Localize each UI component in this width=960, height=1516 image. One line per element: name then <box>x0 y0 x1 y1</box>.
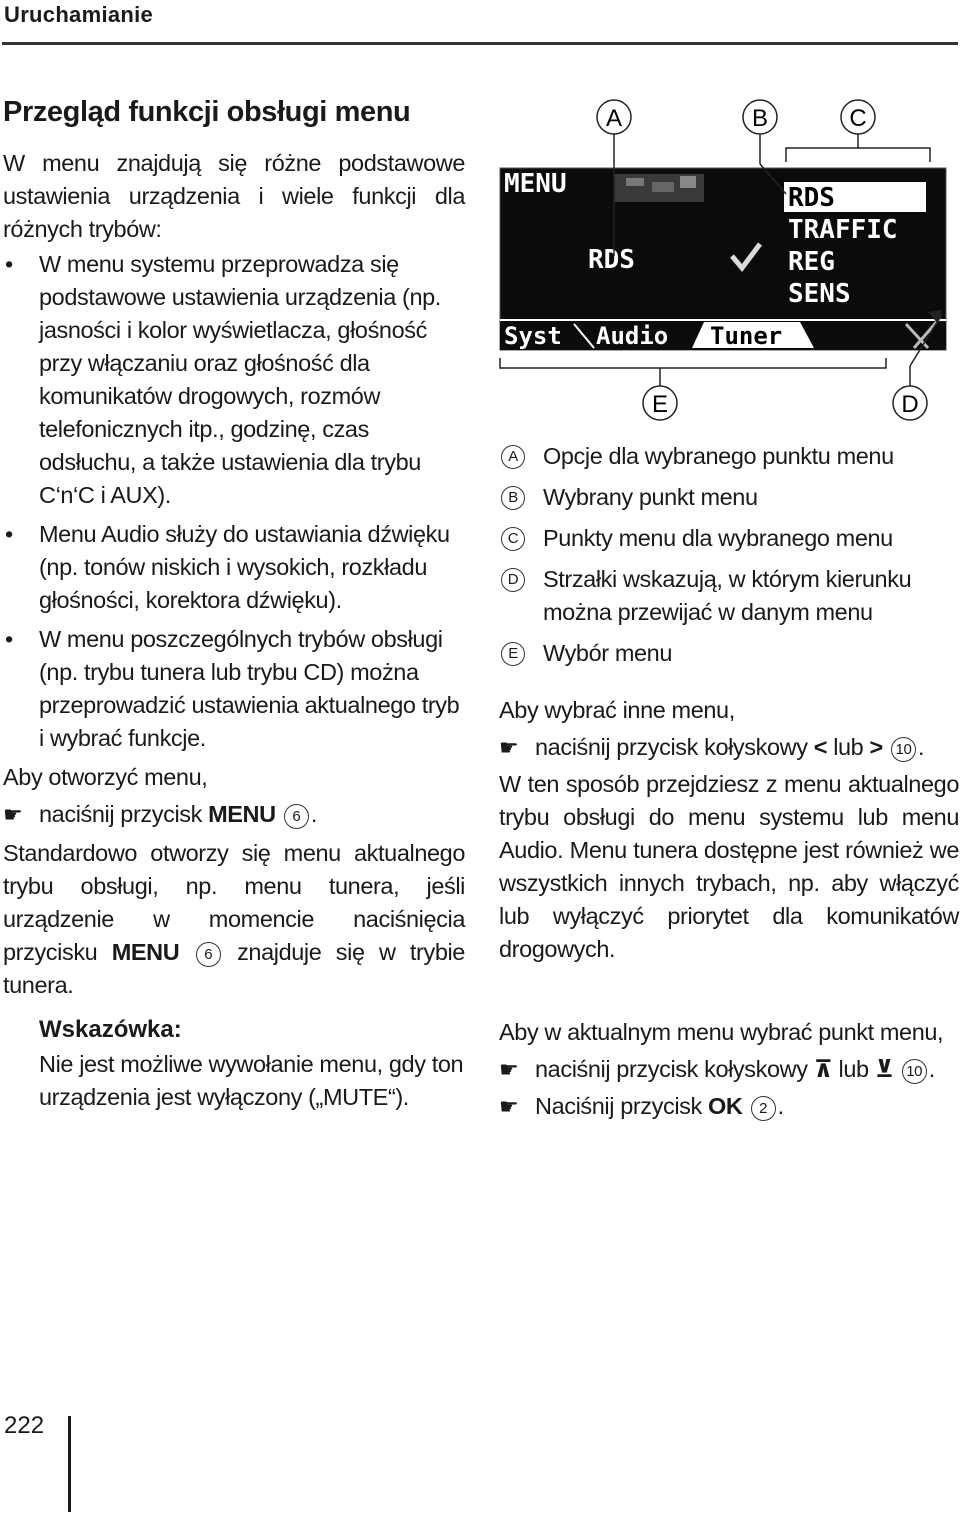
step-press-menu: ☛ naciśnij przycisk MENU 6 . <box>3 798 465 831</box>
svg-text:E: E <box>651 391 669 418</box>
pointing-hand-icon: ☛ <box>499 1094 519 1119</box>
svg-text:B: B <box>751 105 769 132</box>
section-title: Uruchamianie <box>4 2 154 27</box>
rocker-up-icon: ⊼ <box>813 1056 833 1082</box>
list-item: • W menu systemu przeprowadza się podstawowe ustawienia urządzenia (np. jasności i kolor wyświetlacza, głośność przy włączaniu oraz głośność dla komunikatów drogowych, rozmów telefonicznych itp., godzinę, czas odsłuchu, a także ustawienia dla trybu C‘n‘C i AUX). <box>3 248 465 512</box>
list-item: • W menu poszczególnych trybów obsługi (np. trybu tunera lub trybu CD) można przeprowadzić ustawienia aktualnego tryb i wybrać funkcje. <box>3 623 465 755</box>
menu-item-traffic: TRAFFIC <box>788 215 898 245</box>
legend-item: C Punkty menu dla wybranego menu <box>499 522 959 555</box>
figure-legend <box>499 440 959 670</box>
menu-key-label: MENU <box>111 939 180 965</box>
button-number-badge: 10 <box>891 737 916 762</box>
menu-item-rds: RDS <box>788 183 835 213</box>
bullet-icon: • <box>5 521 13 547</box>
svg-text:C: C <box>849 105 867 132</box>
button-number-badge: 10 <box>902 1059 927 1084</box>
button-number-badge: 2 <box>751 1096 776 1121</box>
bullet-icon: • <box>5 626 13 652</box>
note-label: Wskazówka: <box>39 1016 182 1043</box>
standard-paragraph: Standardowo otworzy się menu aktualnego trybu obsługi, np. menu tunera, jeśli urządzenie w momencie naciśnięcia przycisku MENU 6 znajduje się w trybie tunera. <box>3 840 465 998</box>
function-list <box>3 248 465 755</box>
button-number-badge: 6 <box>196 942 221 967</box>
rocker-right-icon: > <box>869 734 883 760</box>
page-number: 222 <box>4 1412 45 1439</box>
footer-divider <box>68 1416 71 1512</box>
page-header <box>2 0 958 45</box>
step-press-ok: ☛ Naciśnij przycisk OK 2 . <box>499 1090 959 1123</box>
callout-c <box>841 100 875 134</box>
note-body: Nie jest możliwe wywołanie menu, gdy ton urządzenia jest wyłączony („MUTE“). <box>39 1051 464 1110</box>
left-column <box>3 96 465 1114</box>
intro-paragraph: W menu znajdują się różne podstawowe ustawienia urządzenia i wiele funkcji dla różnych trybów: <box>3 150 465 242</box>
rocker-down-icon: ⊻ <box>874 1056 894 1082</box>
tab-audio: Audio <box>596 322 669 350</box>
legend-item: D Strzałki wskazują, w którym kierunku można przewijać w danym menu <box>499 563 959 629</box>
other-menu-text: Aby wybrać inne menu, <box>499 697 735 723</box>
menu-key-label: MENU <box>208 801 276 827</box>
tab-tuner: Tuner <box>710 322 783 350</box>
pointing-hand-icon: ☛ <box>3 802 23 827</box>
pointing-hand-icon: ☛ <box>499 735 519 760</box>
legend-item: A Opcje dla wybranego punktu menu <box>499 440 959 473</box>
step-rocker-left-right: ☛ naciśnij przycisk kołyskowy < lub > 10 . <box>499 731 959 764</box>
ok-key-label: OK <box>708 1093 743 1119</box>
select-item-text: Aby w aktualnym menu wybrać punkt menu, <box>499 1019 944 1045</box>
right-column <box>499 440 959 1127</box>
page-heading: Przegląd funkcji obsługi menu <box>3 96 411 128</box>
switch-paragraph: W ten sposób przejdziesz z menu aktualnego trybu obsługi do menu systemu lub menu Audio. Menu tunera dostępne jest również we wszystkich innych trybach, np. aby włączyć lub wyłączyć priorytet dla komunikatów drogowych. <box>499 771 959 962</box>
step-rocker-up-down: ☛ naciśnij przycisk kołyskowy ⊼ lub ⊻ 10 . <box>499 1053 959 1086</box>
rocker-left-icon: < <box>813 734 828 760</box>
callout-a <box>597 100 631 134</box>
display-illustration <box>496 96 956 426</box>
pointing-hand-icon: ☛ <box>499 1057 519 1082</box>
menu-item-reg: REG <box>788 247 835 277</box>
legend-item: B Wybrany punkt menu <box>499 481 959 514</box>
tab-syst: Syst <box>504 322 562 350</box>
callout-e <box>643 386 677 420</box>
bullet-icon: • <box>5 251 13 277</box>
legend-item: E Wybór menu <box>499 637 959 670</box>
screen-title: MENU <box>504 169 567 199</box>
menu-display-figure <box>496 96 956 426</box>
option-label: RDS <box>588 245 635 275</box>
callout-b <box>743 100 777 134</box>
menu-item-sens: SENS <box>788 279 851 309</box>
callout-d <box>893 386 927 420</box>
open-menu-text: Aby otworzyć menu, <box>3 764 208 790</box>
svg-text:D: D <box>901 391 919 418</box>
svg-text:A: A <box>605 105 623 132</box>
button-number-badge: 6 <box>284 804 309 829</box>
list-item: • Menu Audio służy do ustawiania dźwięku (np. tonów niskich i wysokich, rozkładu głośności, korektora dźwięku). <box>3 518 465 617</box>
